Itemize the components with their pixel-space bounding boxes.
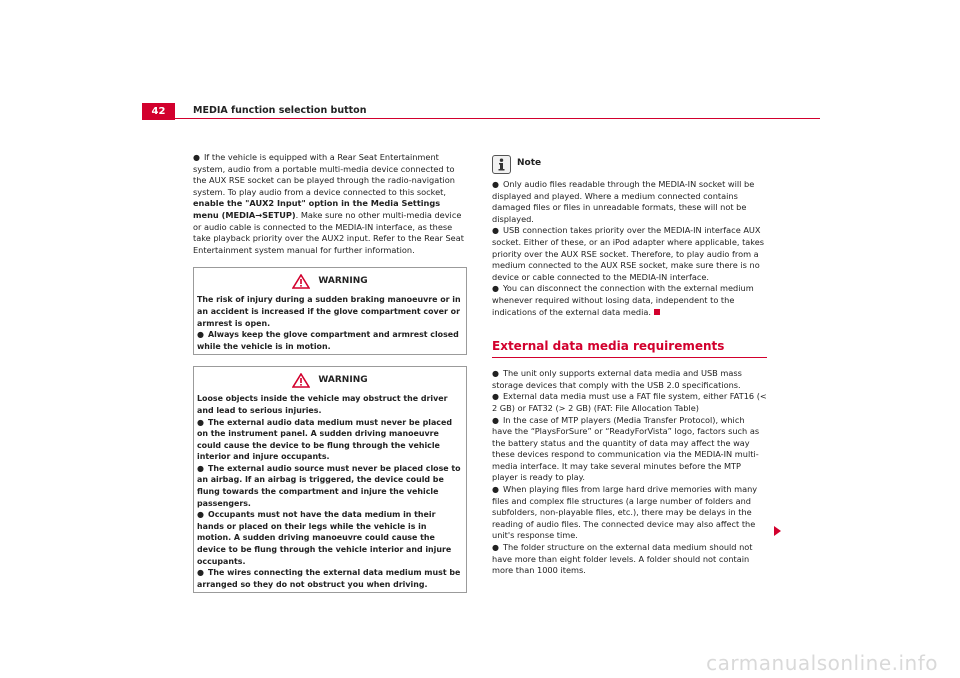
warning-box-loose-objects — [193, 366, 467, 593]
bullet-icon: ● — [492, 485, 499, 495]
bullet-icon: ● — [492, 180, 499, 189]
bullet-icon: ● — [197, 463, 204, 473]
note-bullet: ● USB connection takes priority over the MEDIA-IN interface AUX socket. Either of these, or an iPod adapter where applicable, takes priority over the AUX RSE socket. Therefore, to play audio from a medium connected to the AUX RSE socket, make sure there is no device or cable connected to the MEDIA-IN interface. — [492, 225, 765, 282]
note-header — [492, 152, 767, 176]
warning-bullet: ● The external audio data medium must never be placed on the instrument panel. A sudden driving manoeuvre could cause the device to be flung through the vehicle interior and injure occupants. — [197, 417, 452, 462]
continue-arrow-icon — [774, 526, 781, 536]
bullet-icon: ● — [193, 153, 200, 162]
note-bullet: ● You can disconnect the connection with the external medium whenever required without losing data, independent to the indications of the external data media. — [492, 283, 754, 317]
bullet-icon: ● — [492, 415, 499, 425]
section-bullet: ● External data media must use a FAT file system, either FAT16 (< 2 GB) or FAT32 (> 2 GB) (FAT: File Allocation Table) — [492, 391, 767, 413]
section-bullet: ● When playing files from large hard drive memories with many files and complex file structures (a large number of folders and subfolders, non-playable files, etc.), there may be delays in the reading of audio files. The connected device may also affect the unit's response time. — [492, 484, 758, 541]
page-header-title: MEDIA function selection button — [193, 105, 367, 116]
warning-lead: Loose objects inside the vehicle may obstruct the driver and lead to serious injuries. — [197, 394, 448, 415]
warning-lead: The risk of injury during a sudden braking manoeuvre or in an accident is increased if the glove compartment cover or armrest is open. — [197, 295, 461, 328]
watermark: carmanualsonline.info — [706, 651, 938, 676]
note-info-icon — [492, 155, 511, 174]
warning-header — [197, 367, 463, 393]
warning-bullet: ● The external audio source must never be placed close to an airbag. If an airbag is triggered, the device could be flung towards the compartment and injure the vehicle passengers. — [197, 463, 461, 508]
warning-triangle-icon — [292, 274, 310, 289]
bullet-icon: ● — [197, 417, 204, 427]
warning-triangle-icon — [292, 373, 310, 388]
bullet-icon: ● — [197, 568, 204, 578]
note-title: Note — [517, 158, 542, 169]
intro-paragraph: ● If the vehicle is equipped with a Rear Seat Entertainment system, audio from a portable multi-media device connected to the AUX RSE socket can be played through the radio-navigation system. To play audio from a device connected to this socket, enable the "AUX2 Input" option in the Media Settings menu (MEDIA→SETUP). Make sure no other multi-media device or audio cable is connected to the MEDIA-IN interface, as these take playback priority over the AUX2 input. Refer to the Rear Seat Entertainment system manual for further information. — [193, 152, 464, 255]
section-bullet: ● The unit only supports external data media and USB mass storage devices that comply with the USB 2.0 specifications. — [492, 368, 742, 390]
section-bullet: ● In the case of MTP players (Media Transfer Protocol), which have the “PlaysForSure” or “ReadyForVista” logo, factors such as the battery status and the quantity of data may affect the way these devices respond to communication via the MEDIA-IN multi-media interface. It may take several minutes before the MTP player is ready to play. — [492, 414, 760, 483]
warning-bullet: ● The wires connecting the external data medium must be arranged so they do not obstruct you when driving. — [197, 568, 461, 589]
right-column — [492, 152, 767, 577]
note-bullet: ● Only audio files readable through the MEDIA-IN socket will be displayed and played. Where a medium connected contains damaged files or files in unreadable formats, these will not be displayed. — [492, 179, 755, 224]
warning-title: WARNING — [318, 275, 368, 286]
bullet-icon: ● — [492, 369, 499, 379]
bullet-icon: ● — [197, 330, 204, 340]
bullet-icon: ● — [492, 284, 499, 294]
section-bullet: ● The folder structure on the external data medium should not have more than eight folder levels. A folder should not contain more than 1000 items. — [492, 542, 753, 576]
section-title: External data media requirements — [492, 338, 767, 358]
warning-title: WARNING — [318, 374, 368, 385]
warning-bullet: ● Always keep the glove compartment and armrest closed while the vehicle is in motion. — [197, 330, 459, 351]
header-rule — [175, 118, 820, 119]
page-number: 42 — [142, 103, 175, 120]
bullet-icon: ● — [492, 392, 499, 402]
left-column — [193, 152, 467, 593]
bullet-icon: ● — [492, 226, 499, 236]
warning-header — [197, 268, 463, 294]
section-end-icon — [654, 309, 660, 315]
bullet-icon: ● — [492, 543, 499, 553]
bullet-icon: ● — [197, 510, 204, 520]
warning-box-glove-compartment — [193, 267, 467, 355]
warning-bullet: ● Occupants must not have the data medium in their hands or placed on their legs while the vehicle is in motion. A sudden driving manoeuvre could cause the device to be flung through the vehicle interior and injure occupants. — [197, 510, 452, 566]
